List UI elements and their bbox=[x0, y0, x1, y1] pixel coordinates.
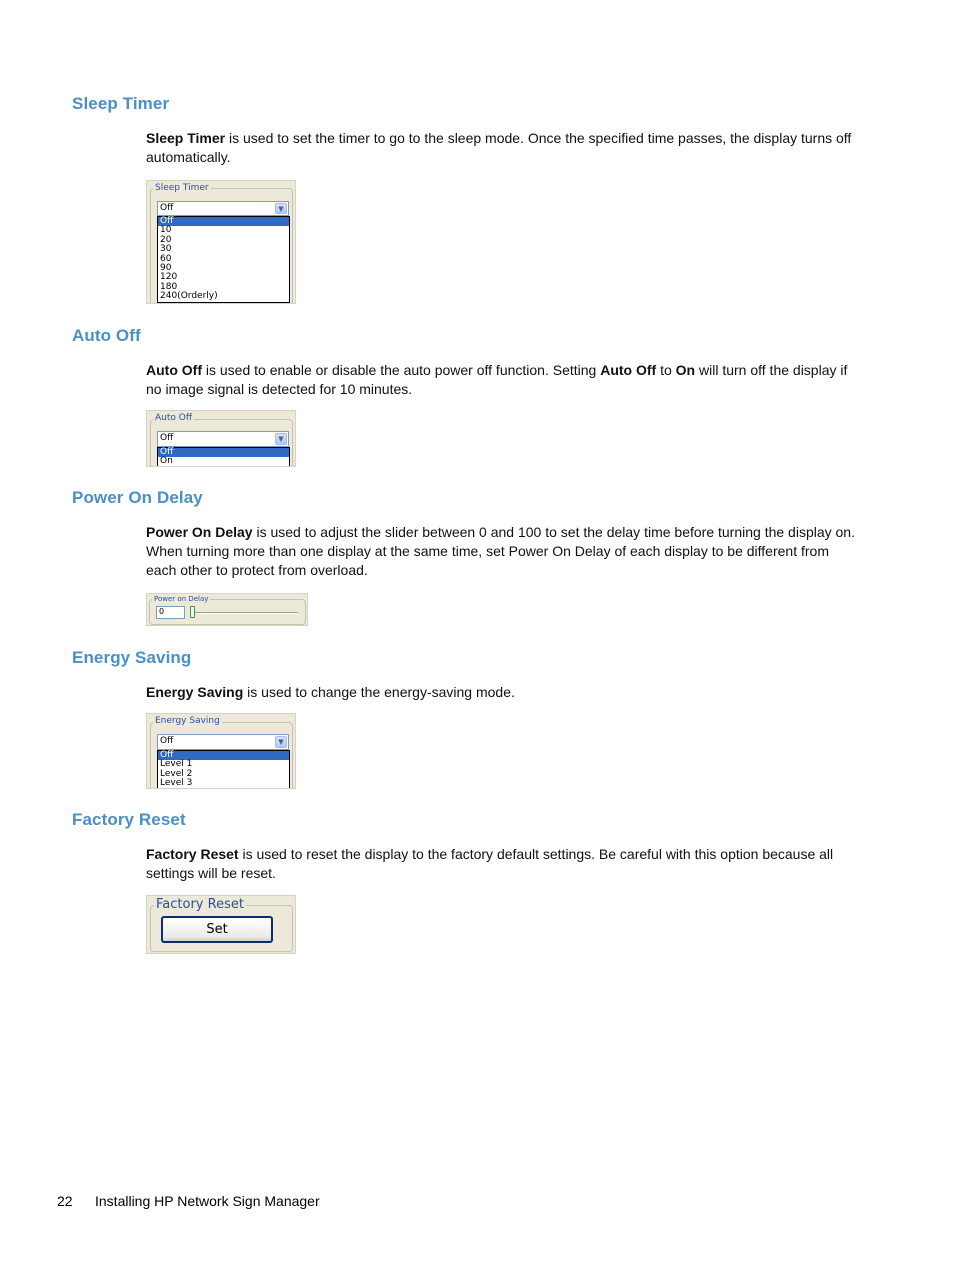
power-on-delay-widget bbox=[146, 593, 308, 626]
factory-reset-description bbox=[146, 845, 862, 883]
auto-off-option[interactable]: On bbox=[160, 456, 173, 467]
sleep-timer-text: is used to set the timer to go to the sleep mode. Once the specified time passes, the display turns off automatically. bbox=[146, 130, 852, 165]
factory-reset-term: Factory Reset bbox=[146, 846, 239, 862]
auto-off-term-2: Auto Off bbox=[600, 362, 657, 378]
factory-reset-text: is used to reset the display to the factory default settings. Be careful with this option because all settings will be reset. bbox=[146, 846, 834, 881]
power-on-delay-value: 0 bbox=[159, 607, 165, 616]
power-on-delay-description bbox=[146, 523, 862, 580]
auto-off-dropdown-list bbox=[157, 447, 290, 467]
power-on-delay-heading: Power On Delay bbox=[72, 488, 203, 507]
auto-off-heading: Auto Off bbox=[72, 326, 141, 345]
sleep-timer-legend: Sleep Timer bbox=[155, 183, 209, 193]
power-on-delay-slider-thumb[interactable] bbox=[190, 606, 195, 618]
power-on-delay-slider-track[interactable] bbox=[190, 612, 298, 614]
energy-saving-term: Energy Saving bbox=[146, 684, 244, 700]
sleep-timer-selected-value: Off bbox=[160, 203, 174, 213]
auto-off-option[interactable]: Off bbox=[158, 448, 289, 457]
factory-reset-set-button[interactable] bbox=[161, 916, 273, 943]
power-on-delay-term: Power On Delay bbox=[146, 524, 253, 540]
sleep-timer-option[interactable]: 180 bbox=[160, 281, 178, 292]
sleep-timer-option[interactable]: 60 bbox=[160, 253, 172, 264]
sleep-timer-dropdown-list bbox=[157, 216, 290, 303]
sleep-timer-option[interactable]: 120 bbox=[160, 272, 178, 283]
energy-saving-option[interactable]: Level 1 bbox=[160, 759, 193, 770]
sleep-timer-description bbox=[146, 129, 862, 167]
auto-off-on-term: On bbox=[675, 362, 696, 378]
factory-reset-widget bbox=[146, 895, 296, 954]
energy-saving-dropdown-list bbox=[157, 750, 290, 789]
factory-reset-heading: Factory Reset bbox=[72, 810, 186, 829]
sleep-timer-option[interactable]: 30 bbox=[160, 244, 172, 255]
auto-off-term: Auto Off bbox=[146, 362, 202, 378]
power-on-delay-legend: Power on Delay bbox=[154, 595, 209, 603]
auto-off-select[interactable] bbox=[157, 431, 289, 447]
sleep-timer-option[interactable]: Off bbox=[158, 217, 289, 226]
factory-reset-legend: Factory Reset bbox=[156, 897, 244, 912]
energy-saving-widget bbox=[146, 713, 296, 789]
auto-off-text-1: is used to enable or disable the auto power off function. Setting bbox=[201, 362, 601, 378]
energy-saving-selected-value: Off bbox=[160, 736, 174, 746]
sleep-timer-term: Sleep Timer bbox=[146, 130, 226, 146]
energy-saving-option[interactable]: Level 2 bbox=[160, 768, 193, 779]
energy-saving-text: is used to change the energy-saving mode. bbox=[243, 684, 515, 700]
energy-saving-legend: Energy Saving bbox=[155, 716, 220, 726]
sleep-timer-widget bbox=[146, 180, 296, 304]
energy-saving-option[interactable]: Off bbox=[158, 751, 289, 760]
energy-saving-option[interactable]: Level 3 bbox=[160, 778, 193, 789]
auto-off-text-2: to bbox=[656, 362, 676, 378]
energy-saving-description bbox=[146, 683, 862, 702]
sleep-timer-option[interactable]: 90 bbox=[160, 263, 172, 274]
energy-saving-select[interactable] bbox=[157, 734, 289, 750]
sleep-timer-option[interactable]: 240(Orderly) bbox=[160, 291, 218, 302]
energy-saving-heading: Energy Saving bbox=[72, 648, 192, 667]
chevron-down-icon[interactable]: ▼ bbox=[275, 203, 287, 214]
auto-off-selected-value: Off bbox=[160, 433, 174, 443]
auto-off-widget bbox=[146, 410, 296, 467]
sleep-timer-select[interactable] bbox=[157, 201, 289, 216]
chevron-down-icon[interactable]: ▼ bbox=[275, 736, 287, 748]
auto-off-description bbox=[146, 361, 862, 399]
page-number: 22 bbox=[57, 1193, 73, 1209]
power-on-delay-text: is used to adjust the slider between 0 and 100 to set the delay time before turning the display on. When turning more than one display at the same time, set Power On Delay of each display to be different from each other to protect from overload. bbox=[146, 524, 855, 578]
sleep-timer-heading: Sleep Timer bbox=[72, 94, 170, 113]
sleep-timer-option[interactable]: 10 bbox=[160, 225, 172, 236]
power-on-delay-value-input[interactable] bbox=[156, 606, 185, 619]
auto-off-legend: Auto Off bbox=[155, 413, 193, 423]
sleep-timer-option[interactable]: 20 bbox=[160, 234, 172, 245]
footer-chapter-title: Installing HP Network Sign Manager bbox=[95, 1193, 320, 1209]
chevron-down-icon[interactable]: ▼ bbox=[275, 433, 287, 445]
set-button-label: Set bbox=[206, 922, 228, 937]
auto-off-text-3: will turn off the display if no image signal is detected for 10 minutes. bbox=[146, 362, 848, 397]
